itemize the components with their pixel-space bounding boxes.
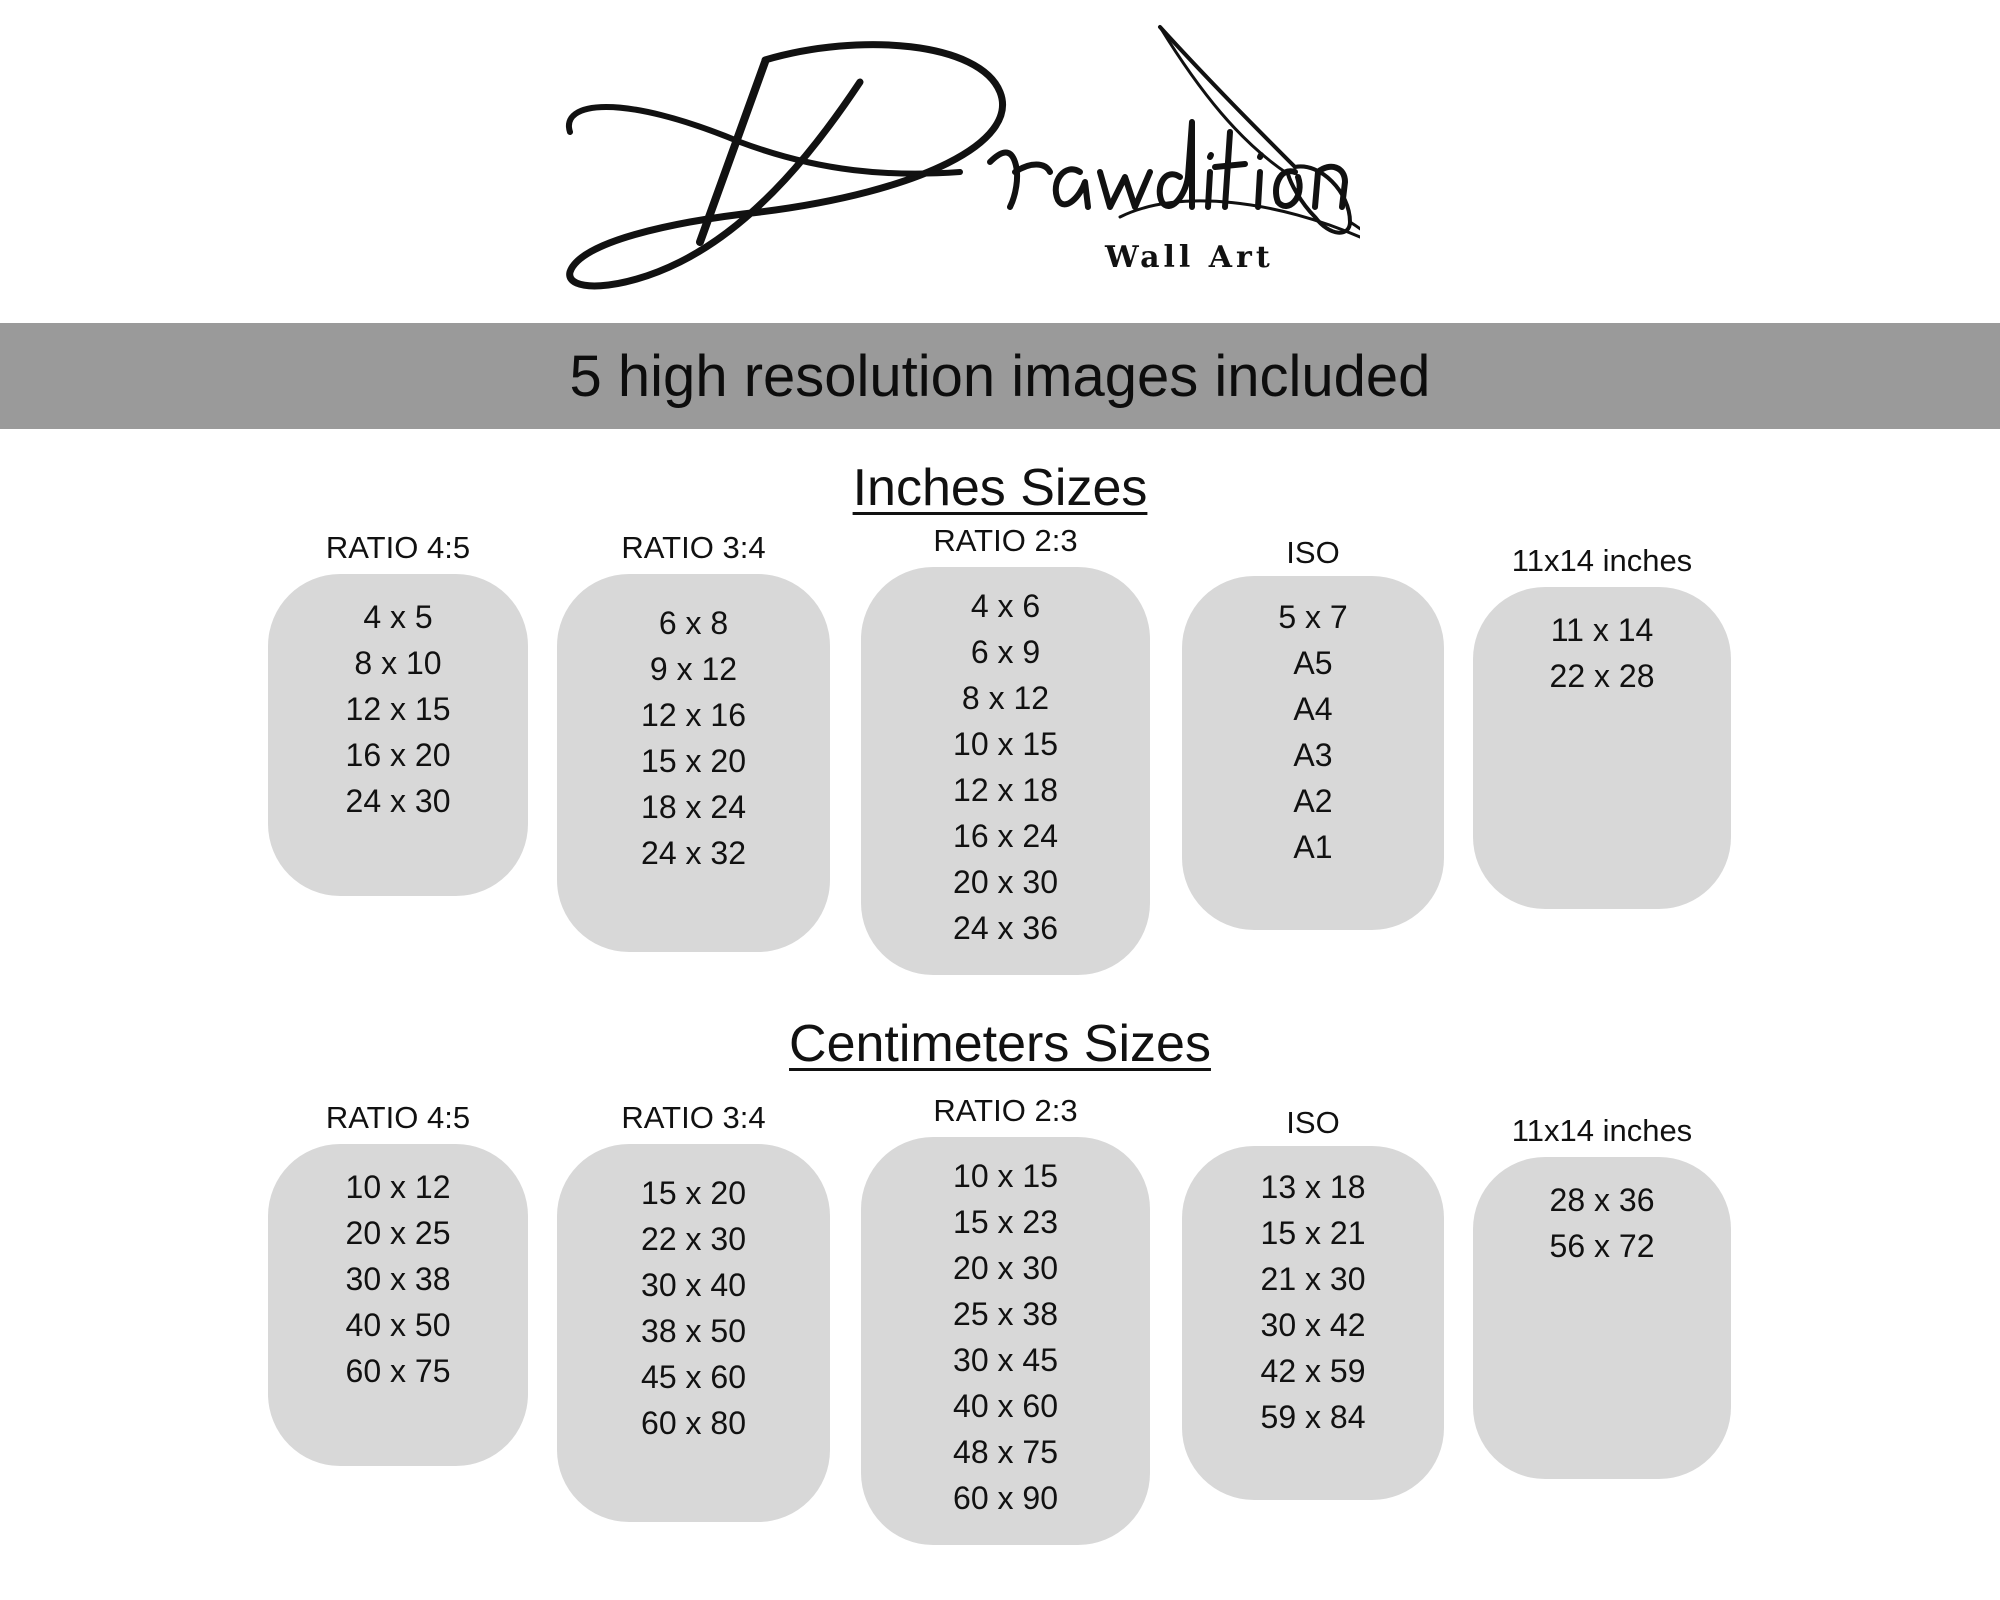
size-item: A3 <box>1293 737 1333 773</box>
inches-section-title: Inches Sizes <box>852 459 1148 517</box>
size-item: 4 x 5 <box>363 599 433 635</box>
size-item: 10 x 15 <box>953 1158 1058 1194</box>
size-item: 13 x 18 <box>1260 1169 1366 1205</box>
banner-text: 5 high resolution images included <box>569 343 1431 409</box>
size-item: A1 <box>1293 829 1333 865</box>
size-item: 45 x 60 <box>641 1359 746 1395</box>
size-item: 24 x 32 <box>641 835 746 871</box>
size-item: 15 x 23 <box>953 1204 1058 1240</box>
size-item: 20 x 25 <box>345 1215 451 1251</box>
size-item: 8 x 10 <box>354 645 442 681</box>
size-item: 20 x 30 <box>953 864 1058 900</box>
size-item: 60 x 80 <box>641 1405 746 1441</box>
column-heading: ISO <box>1286 1105 1340 1140</box>
column-heading: 11x14 inches <box>1511 543 1693 578</box>
size-item: 15 x 20 <box>641 1175 746 1211</box>
size-item: 12 x 18 <box>953 772 1058 808</box>
column-heading: 11x14 inches <box>1511 1113 1693 1148</box>
column-heading: RATIO 2:3 <box>933 1093 1078 1128</box>
size-item: 30 x 38 <box>345 1261 451 1297</box>
size-box <box>557 574 830 952</box>
size-item: 48 x 75 <box>953 1434 1058 1470</box>
size-box <box>861 567 1150 975</box>
column-heading: RATIO 3:4 <box>621 530 766 565</box>
size-item: 30 x 45 <box>953 1342 1058 1378</box>
size-item: 4 x 6 <box>970 588 1041 624</box>
size-item: 60 x 90 <box>953 1480 1058 1516</box>
size-item: 6 x 9 <box>970 634 1041 670</box>
size-item: 5 x 7 <box>1278 599 1348 635</box>
size-item: 30 x 40 <box>641 1267 746 1303</box>
size-item: 38 x 50 <box>641 1313 746 1349</box>
size-item: 12 x 16 <box>641 697 746 733</box>
size-item: 24 x 30 <box>345 783 451 819</box>
size-item: 16 x 24 <box>953 818 1058 854</box>
size-item: 56 x 72 <box>1549 1228 1655 1264</box>
size-item: A2 <box>1293 783 1333 819</box>
size-item: 12 x 15 <box>345 691 451 727</box>
size-box <box>268 574 528 896</box>
size-box <box>268 1144 528 1466</box>
size-item: 16 x 20 <box>345 737 451 773</box>
size-item: 15 x 21 <box>1260 1215 1366 1251</box>
size-item: 22 x 28 <box>1549 658 1655 694</box>
column-heading: ISO <box>1286 535 1340 570</box>
size-item: 40 x 50 <box>345 1307 451 1343</box>
size-item: 11 x 14 <box>1550 612 1654 648</box>
column-heading: RATIO 4:5 <box>325 1100 471 1135</box>
size-item: A5 <box>1293 645 1333 681</box>
centimeters-section-title: Centimeters Sizes <box>789 1015 1211 1073</box>
size-item: 24 x 36 <box>953 910 1058 946</box>
size-item: 42 x 59 <box>1260 1353 1366 1389</box>
size-box <box>1473 1157 1731 1479</box>
size-item: 28 x 36 <box>1549 1182 1655 1218</box>
info-banner <box>0 323 2000 429</box>
size-item: 20 x 30 <box>953 1250 1058 1286</box>
column-heading: RATIO 2:3 <box>933 523 1078 558</box>
size-item: 60 x 75 <box>345 1353 451 1389</box>
size-box <box>861 1137 1150 1545</box>
size-item: 10 x 15 <box>953 726 1058 762</box>
size-item: 30 x 42 <box>1260 1307 1366 1343</box>
size-item: 15 x 20 <box>641 743 746 779</box>
size-item: 59 x 84 <box>1260 1399 1366 1435</box>
size-item: A4 <box>1293 691 1333 727</box>
size-item: 22 x 30 <box>641 1221 746 1257</box>
logo-tagline: Wall Art <box>1105 240 1274 275</box>
size-item: 25 x 38 <box>953 1296 1058 1332</box>
size-box <box>557 1144 830 1522</box>
size-item: 18 x 24 <box>641 789 746 825</box>
column-heading: RATIO 3:4 <box>621 1100 766 1135</box>
size-item: 6 x 8 <box>658 605 729 641</box>
column-heading: RATIO 4:5 <box>325 530 471 565</box>
size-item: 9 x 12 <box>649 651 738 687</box>
size-box <box>1182 1146 1444 1500</box>
size-item: 21 x 30 <box>1260 1261 1366 1297</box>
size-item: 40 x 60 <box>953 1388 1058 1424</box>
size-box <box>1182 576 1444 930</box>
drawdition-logo <box>560 22 1360 292</box>
size-box <box>1473 587 1731 909</box>
size-item: 8 x 12 <box>961 680 1050 716</box>
size-item: 10 x 12 <box>345 1169 451 1205</box>
